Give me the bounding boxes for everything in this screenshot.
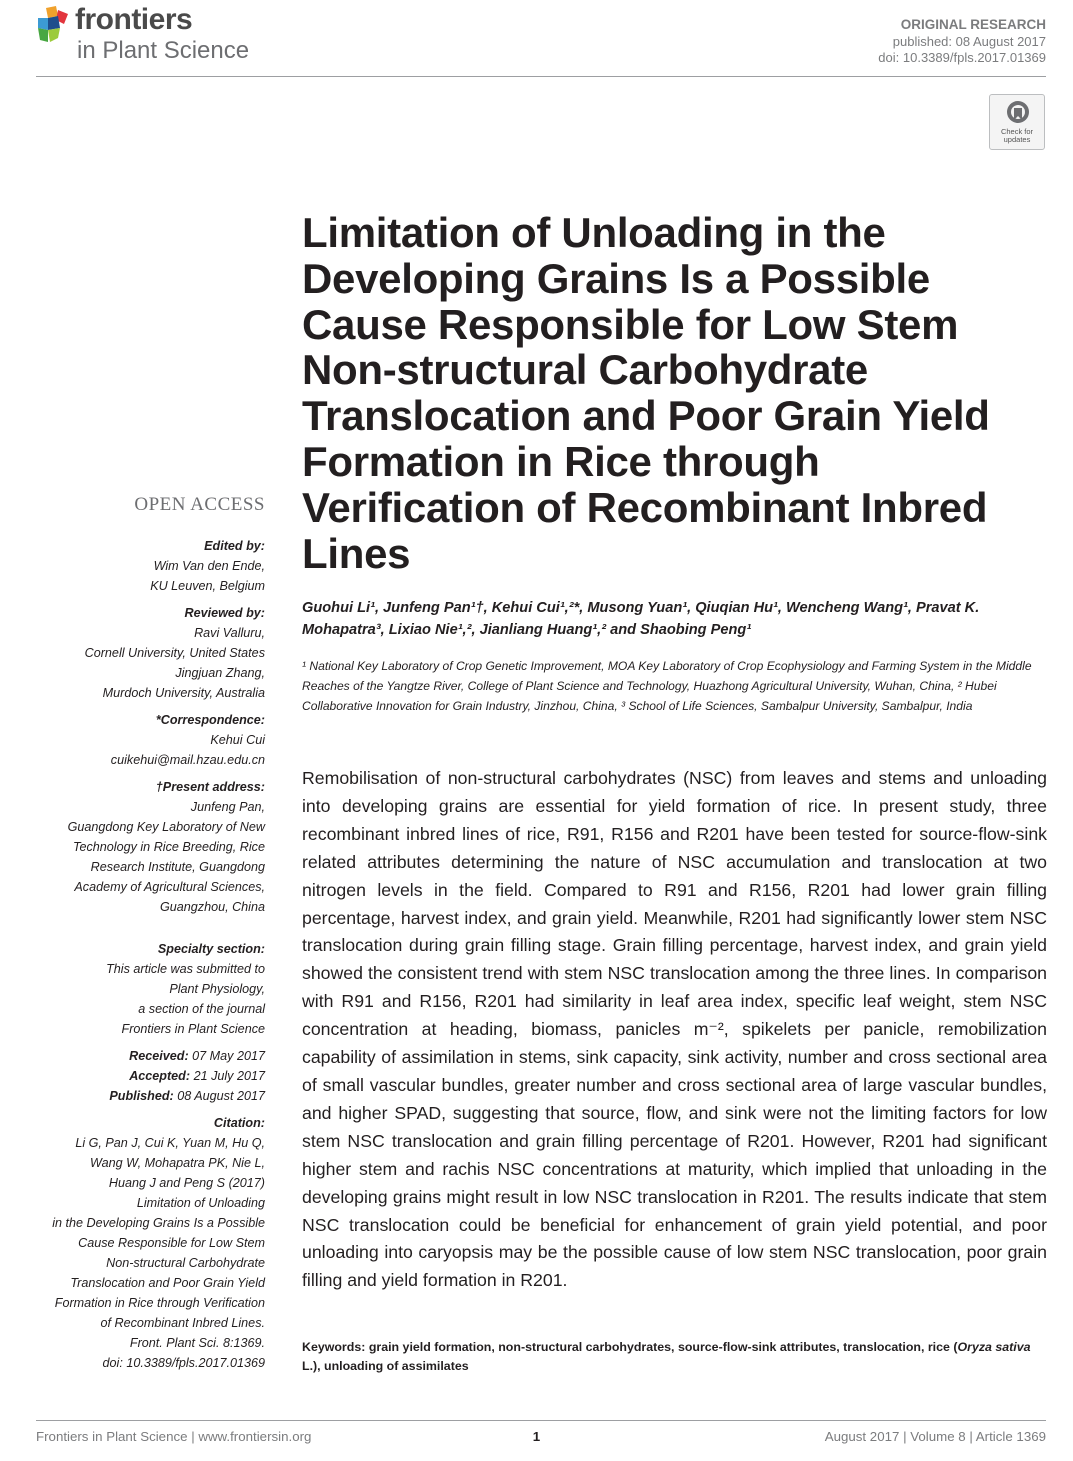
open-access-label: OPEN ACCESS bbox=[134, 494, 265, 515]
published-value: 08 August 2017 bbox=[173, 1089, 265, 1103]
published-date: published: 08 August 2017 bbox=[892, 34, 1046, 49]
keywords-text-1: grain yield formation, non-structural carbohydrates, source-flow-sink attributes, translocation, rice ( bbox=[368, 1340, 958, 1354]
logo-text-frontiers: frontiers bbox=[75, 3, 193, 36]
author-list: Guohui Li¹, Junfeng Pan¹†, Kehui Cui¹,²*, Musong Yuan¹, Qiuqian Hu¹, Wencheng Wang¹, Pravat K. Mohapatra³, Lixiao Nie¹,², Jianliang Huang¹,² and Shaobing Peng¹ bbox=[302, 600, 980, 638]
header-divider bbox=[36, 76, 1046, 77]
present-address-line: Academy of Agricultural Sciences, bbox=[74, 880, 265, 894]
page-number: 1 bbox=[532, 1429, 541, 1444]
correspondence-email[interactable]: cuikehui@mail.hzau.edu.cn bbox=[110, 753, 265, 767]
keywords-species: Oryza sativa bbox=[957, 1340, 1031, 1354]
correspondence-name: Kehui Cui bbox=[210, 733, 265, 747]
reviewer-line: Jingjuan Zhang, bbox=[175, 666, 265, 680]
citation-line: Cause Responsible for Low Stem bbox=[78, 1236, 265, 1250]
keywords-label: Keywords: bbox=[302, 1340, 366, 1354]
reviewer-line: Murdoch University, Australia bbox=[102, 686, 265, 700]
editor-line: KU Leuven, Belgium bbox=[150, 579, 265, 593]
citation-line: Wang W, Mohapatra PK, Nie L, bbox=[90, 1156, 265, 1170]
reviewer-line: Ravi Valluru, bbox=[194, 626, 265, 640]
published-label: Published: bbox=[109, 1089, 174, 1103]
accepted-value: 21 July 2017 bbox=[190, 1069, 265, 1083]
check-for-updates-label: Check for updates bbox=[1000, 127, 1034, 144]
present-address-line: Guangzhou, China bbox=[159, 900, 265, 914]
accepted-label: Accepted: bbox=[129, 1069, 191, 1083]
logo-text-journal: in Plant Science bbox=[77, 37, 250, 64]
present-address-line: Guangdong Key Laboratory of New bbox=[67, 820, 265, 834]
published-date-sidebar bbox=[30, 1086, 265, 1106]
received-label: Received: bbox=[129, 1049, 189, 1063]
citation-line: Li G, Pan J, Cui K, Yuan M, Hu Q, bbox=[75, 1136, 265, 1150]
article-doi[interactable]: doi: 10.3389/fpls.2017.01369 bbox=[878, 50, 1046, 65]
affiliations: ¹ National Key Laboratory of Crop Genetic Improvement, MOA Key Laboratory of Crop Ecophysiology and Farming System in the Middle Reaches of the Yangtze River, College of Plant Science and Technology, Huazhong Agricultural University, Wuhan, China, ² Hubei Collaborative Innovation for Grain Industry, Jinzhou, China, ³ School of Life Sciences, Sambalpur University, Sambalpur, India bbox=[302, 659, 1032, 714]
citation-line: Huang J and Peng S (2017) bbox=[108, 1176, 265, 1190]
reviewer-line: Cornell University, United States bbox=[84, 646, 265, 660]
specialty-line: a section of the journal bbox=[138, 1002, 265, 1016]
article-info-sidebar bbox=[30, 536, 265, 1380]
specialty-heading: Specialty section: bbox=[157, 942, 265, 956]
present-address-line: Technology in Rice Breeding, Rice bbox=[72, 840, 265, 854]
accepted-date bbox=[30, 1066, 265, 1086]
citation-line[interactable]: doi: 10.3389/fpls.2017.01369 bbox=[102, 1356, 265, 1370]
keywords bbox=[302, 1338, 1047, 1375]
editor-line: Wim Van den Ende, bbox=[153, 559, 265, 573]
citation-line: of Recombinant Inbred Lines. bbox=[100, 1316, 265, 1330]
check-for-updates-badge[interactable] bbox=[989, 94, 1045, 150]
footer-issue-info: August 2017 | Volume 8 | Article 1369 bbox=[824, 1429, 1046, 1444]
specialty-line: Frontiers in Plant Science bbox=[121, 1022, 265, 1036]
article-type: ORIGINAL RESEARCH bbox=[900, 17, 1046, 32]
citation-line: Formation in Rice through Verification bbox=[54, 1296, 265, 1310]
received-date bbox=[30, 1046, 265, 1066]
correspondence-heading: *Correspondence: bbox=[155, 713, 265, 727]
journal-logo bbox=[36, 4, 276, 66]
present-address-line: Research Institute, Guangdong bbox=[90, 860, 265, 874]
reviewed-by-heading: Reviewed by: bbox=[184, 606, 265, 620]
present-address-line: Junfeng Pan, bbox=[190, 800, 265, 814]
citation-heading: Citation: bbox=[213, 1116, 265, 1130]
specialty-line: This article was submitted to bbox=[106, 962, 265, 976]
present-address-heading: †Present address: bbox=[155, 780, 265, 794]
citation-line: Limitation of Unloading bbox=[136, 1196, 265, 1210]
bookmark-icon bbox=[1006, 100, 1030, 126]
article-title: Limitation of Unloading in the Developing Grains Is a Possible Cause Responsible for Low Stem Non-structural Carbohydrate Translocation and Poor Grain Yield Formation in Rice through Verification of Recombinant Inbred Lines bbox=[302, 209, 990, 577]
footer-journal-link[interactable]: Frontiers in Plant Science | www.frontiersin.org bbox=[36, 1429, 312, 1444]
specialty-line: Plant Physiology, bbox=[169, 982, 265, 996]
citation-line: Non-structural Carbohydrate bbox=[106, 1256, 265, 1270]
citation-line: Front. Plant Sci. 8:1369. bbox=[129, 1336, 265, 1350]
keywords-text-2: L.), unloading of assimilates bbox=[302, 1358, 469, 1373]
abstract: Remobilisation of non-structural carbohydrates (NSC) from leaves and stems and unloading into developing grains are essential for yield formation of rice. In present study, three recombinant inbred lines of rice, R91, R156 and R201 have been tested for source-flow-sink related attributes determining the nature of NSC accumulation and translocation at two nitrogen levels in the field. Compared to R91 and R156, R201 had lower grain filling percentage, harvest index, and grain yield. Meanwhile, R201 had significantly lower stem NSC translocation during grain filling stage. Grain filling percentage, harvest index, and grain yield showed the consistent trend with stem NSC translocation among the three lines. In comparison with R91 and R156, R201 had similarity in leaf area index, specific leaf weight, stem NSC concentration at heading, biomass, panicles m⁻², spikelets per panicle, remobilization capability of assimilation in stems, sink capacity, sink activity, number and cross sectional area of small vascular bundles, greater number and cross sectional area of large vascular bundles, and higher SPAD, suggesting that source, flow, and sink were not the limiting factors for low stem NSC translocation and grain filling percentage of R201. However, R201 had significant higher stem and rachis NSC concentrations at maturity, which implied that unloading in the developing grains might result in low NSC translocation in R201. The results indicate that stem NSC translocation could be beneficial for enhancement of grain yield potential, and poor unloading into caryopsis may be the possible cause of low stem NSC translocation, poor grain filling and yield formation in R201. bbox=[302, 768, 1047, 1291]
footer-divider bbox=[36, 1420, 1046, 1421]
citation-line: in the Developing Grains Is a Possible bbox=[52, 1216, 265, 1230]
citation-line: Translocation and Poor Grain Yield bbox=[70, 1276, 265, 1290]
edited-by-heading: Edited by: bbox=[204, 539, 265, 553]
frontiers-logo-icon bbox=[36, 6, 70, 46]
received-value: 07 May 2017 bbox=[188, 1049, 265, 1063]
